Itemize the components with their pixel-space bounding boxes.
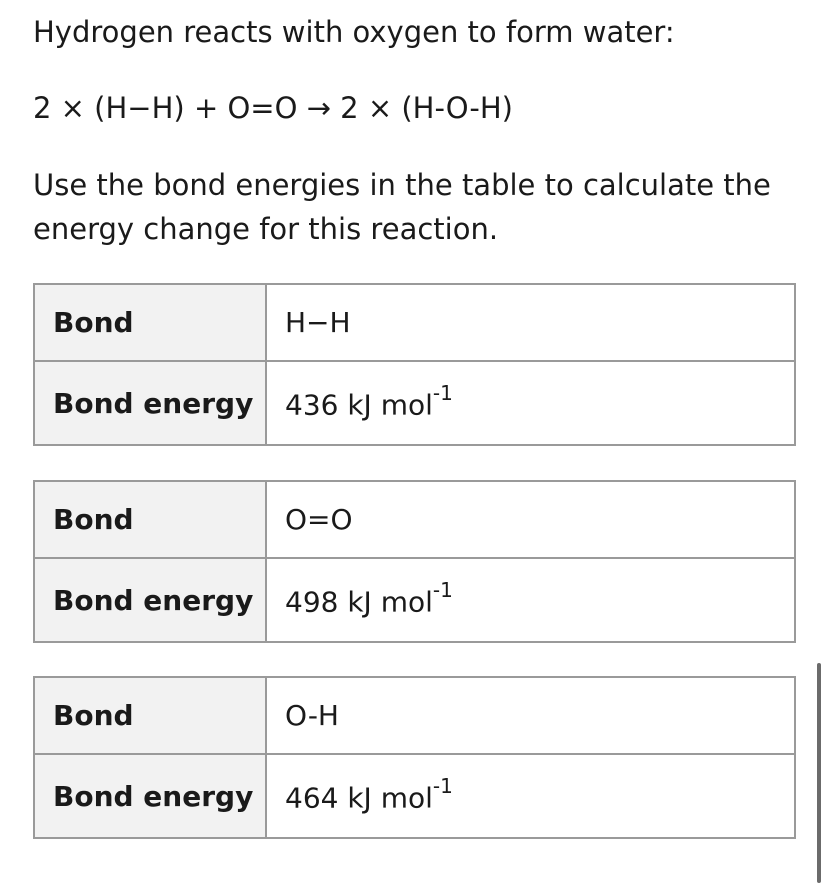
bond-value-cell: H−H [266,284,795,361]
bond-energy-value-cell [266,361,795,445]
bond-energy-header-cell: Bond energy [34,361,266,445]
question-instruction: Use the bond energies in the table to calculate the energy change for this reaction. [33,168,771,246]
bond-value-cell: O=O [266,481,795,558]
energy-value: 464 kJ mol [285,781,433,815]
table-row [34,284,795,361]
energy-value: 498 kJ mol [285,585,433,619]
table-row [34,361,795,445]
bond-header-cell: Bond [34,677,266,754]
scrollbar-thumb[interactable] [817,663,821,883]
bond-table-h-h [33,283,796,446]
bond-header-cell: Bond [34,481,266,558]
energy-value: 436 kJ mol [285,388,433,422]
table-row [34,754,795,838]
reaction-equation: 2 × (H−H) + O=O → 2 × (H-O-H) [33,91,513,125]
bond-value-cell: O-H [266,677,795,754]
energy-exponent: -1 [432,773,453,798]
table-row [34,677,795,754]
table-row [34,481,795,558]
bond-table-o-o [33,480,796,643]
table-row [34,558,795,642]
energy-exponent: -1 [432,380,453,405]
bond-header-cell: Bond [34,284,266,361]
energy-exponent: -1 [432,577,453,602]
question-intro: Hydrogen reacts with oxygen to form water: [33,15,675,49]
bond-energy-header-cell: Bond energy [34,558,266,642]
bond-energy-value-cell [266,754,795,838]
bond-energy-header-cell: Bond energy [34,754,266,838]
bond-energy-value-cell [266,558,795,642]
bond-table-o-h [33,676,796,839]
